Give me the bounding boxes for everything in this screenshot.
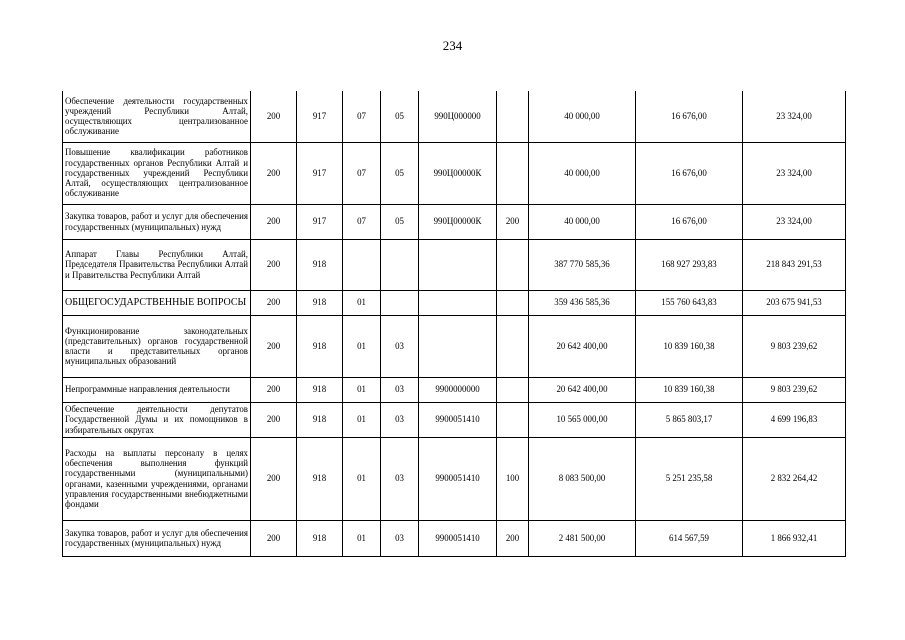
section-code-cell: 01 <box>343 437 381 520</box>
remaining-amount-cell: 23 324,00 <box>743 91 846 142</box>
expense-type-cell <box>497 402 529 437</box>
admin-code-cell: 200 <box>251 290 297 315</box>
subsection-code-cell: 03 <box>381 520 419 556</box>
expense-type-cell <box>497 377 529 402</box>
target-article-cell: 990Ц000000 <box>419 91 497 142</box>
page-number: 234 <box>442 38 463 53</box>
executed-amount-cell: 16 676,00 <box>636 204 743 239</box>
expense-type-cell <box>497 91 529 142</box>
target-article-cell: 9900051410 <box>419 437 497 520</box>
grbs-code-cell: 918 <box>297 437 343 520</box>
approved-amount-cell: 40 000,00 <box>529 204 636 239</box>
table-row <box>63 142 846 204</box>
section-code-cell: 07 <box>343 91 381 142</box>
grbs-code-cell: 918 <box>297 315 343 377</box>
budget-table <box>62 91 846 557</box>
target-article-cell <box>419 239 497 290</box>
row-name-cell: Непрограммные направления деятельности <box>63 377 251 402</box>
table-row <box>63 290 846 315</box>
executed-amount-cell: 168 927 293,83 <box>636 239 743 290</box>
table-row <box>63 520 846 556</box>
row-name-cell: Обеспечение деятельности депутатов Государственной Думы и их помощников в избирательных округах <box>63 402 251 437</box>
subsection-code-cell <box>381 290 419 315</box>
expense-type-cell: 200 <box>497 520 529 556</box>
subsection-code-cell: 05 <box>381 142 419 204</box>
row-name-cell: Обеспечение деятельности государственных учреждений Республики Алтай, осуществляющих централизованное обслуживание <box>63 91 251 142</box>
admin-code-cell: 200 <box>251 377 297 402</box>
table-body <box>63 91 846 556</box>
admin-code-cell: 200 <box>251 142 297 204</box>
remaining-amount-cell: 2 832 264,42 <box>743 437 846 520</box>
section-code-cell: 01 <box>343 290 381 315</box>
subsection-code-cell: 03 <box>381 315 419 377</box>
grbs-code-cell: 918 <box>297 290 343 315</box>
executed-amount-cell: 16 676,00 <box>636 142 743 204</box>
executed-amount-cell: 614 567,59 <box>636 520 743 556</box>
subsection-code-cell: 03 <box>381 402 419 437</box>
target-article-cell <box>419 315 497 377</box>
admin-code-cell: 200 <box>251 204 297 239</box>
section-code-cell: 01 <box>343 520 381 556</box>
target-article-cell: 9900051410 <box>419 402 497 437</box>
expense-type-cell <box>497 239 529 290</box>
target-article-cell: 9900000000 <box>419 377 497 402</box>
approved-amount-cell: 8 083 500,00 <box>529 437 636 520</box>
remaining-amount-cell: 23 324,00 <box>743 142 846 204</box>
table-row <box>63 437 846 520</box>
admin-code-cell: 200 <box>251 239 297 290</box>
section-code-cell: 01 <box>343 377 381 402</box>
grbs-code-cell: 918 <box>297 402 343 437</box>
admin-code-cell: 200 <box>251 437 297 520</box>
row-name-cell: ОБЩЕГОСУДАРСТВЕННЫЕ ВОПРОСЫ <box>63 290 251 315</box>
remaining-amount-cell: 9 803 239,62 <box>743 377 846 402</box>
remaining-amount-cell: 203 675 941,53 <box>743 290 846 315</box>
subsection-code-cell: 03 <box>381 437 419 520</box>
admin-code-cell: 200 <box>251 402 297 437</box>
approved-amount-cell: 10 565 000,00 <box>529 402 636 437</box>
remaining-amount-cell: 9 803 239,62 <box>743 315 846 377</box>
table-row <box>63 402 846 437</box>
approved-amount-cell: 20 642 400,00 <box>529 377 636 402</box>
grbs-code-cell: 917 <box>297 142 343 204</box>
grbs-code-cell: 918 <box>297 239 343 290</box>
approved-amount-cell: 2 481 500,00 <box>529 520 636 556</box>
section-code-cell: 07 <box>343 204 381 239</box>
remaining-amount-cell: 23 324,00 <box>743 204 846 239</box>
subsection-code-cell: 05 <box>381 204 419 239</box>
expense-type-cell <box>497 315 529 377</box>
section-code-cell: 01 <box>343 315 381 377</box>
executed-amount-cell: 10 839 160,38 <box>636 315 743 377</box>
grbs-code-cell: 918 <box>297 520 343 556</box>
approved-amount-cell: 20 642 400,00 <box>529 315 636 377</box>
executed-amount-cell: 155 760 643,83 <box>636 290 743 315</box>
table-row <box>63 315 846 377</box>
row-name-cell: Закупка товаров, работ и услуг для обеспечения государственных (муниципальных) нужд <box>63 520 251 556</box>
section-code-cell: 07 <box>343 142 381 204</box>
table-row <box>63 204 846 239</box>
grbs-code-cell: 917 <box>297 204 343 239</box>
expense-type-cell: 200 <box>497 204 529 239</box>
section-code-cell: 01 <box>343 402 381 437</box>
remaining-amount-cell: 4 699 196,83 <box>743 402 846 437</box>
remaining-amount-cell: 1 866 932,41 <box>743 520 846 556</box>
row-name-cell: Расходы на выплаты персоналу в целях обеспечения выполнения функций государственными (муниципальными) органами, казенными учреждениями, органами управления государственными внебюджетными фондами <box>63 437 251 520</box>
target-article-cell <box>419 290 497 315</box>
subsection-code-cell: 03 <box>381 377 419 402</box>
target-article-cell: 990Ц00000К <box>419 204 497 239</box>
expense-type-cell: 100 <box>497 437 529 520</box>
executed-amount-cell: 16 676,00 <box>636 91 743 142</box>
row-name-cell: Аппарат Главы Республики Алтай, Председателя Правительства Республики Алтай и Правительства Республики Алтай <box>63 239 251 290</box>
row-name-cell: Функционирование законодательных (представительных) органов государственной власти и представительных органов муниципальных образований <box>63 315 251 377</box>
expense-type-cell <box>497 290 529 315</box>
table-row <box>63 239 846 290</box>
expense-type-cell <box>497 142 529 204</box>
remaining-amount-cell: 218 843 291,53 <box>743 239 846 290</box>
grbs-code-cell: 918 <box>297 377 343 402</box>
row-name-cell: Повышение квалификации работников государственных органов Республики Алтай и государственных учреждений Республики Алтай, осуществляющих централизованное обслуживание <box>63 142 251 204</box>
subsection-code-cell: 05 <box>381 91 419 142</box>
subsection-code-cell <box>381 239 419 290</box>
target-article-cell: 9900051410 <box>419 520 497 556</box>
admin-code-cell: 200 <box>251 91 297 142</box>
approved-amount-cell: 40 000,00 <box>529 142 636 204</box>
row-name-cell: Закупка товаров, работ и услуг для обеспечения государственных (муниципальных) нужд <box>63 204 251 239</box>
executed-amount-cell: 5 865 803,17 <box>636 402 743 437</box>
executed-amount-cell: 10 839 160,38 <box>636 377 743 402</box>
section-code-cell <box>343 239 381 290</box>
executed-amount-cell: 5 251 235,58 <box>636 437 743 520</box>
grbs-code-cell: 917 <box>297 91 343 142</box>
table-row <box>63 91 846 142</box>
table-row <box>63 377 846 402</box>
approved-amount-cell: 387 770 585,36 <box>529 239 636 290</box>
target-article-cell: 990Ц00000К <box>419 142 497 204</box>
admin-code-cell: 200 <box>251 315 297 377</box>
admin-code-cell: 200 <box>251 520 297 556</box>
approved-amount-cell: 359 436 585,36 <box>529 290 636 315</box>
approved-amount-cell: 40 000,00 <box>529 91 636 142</box>
